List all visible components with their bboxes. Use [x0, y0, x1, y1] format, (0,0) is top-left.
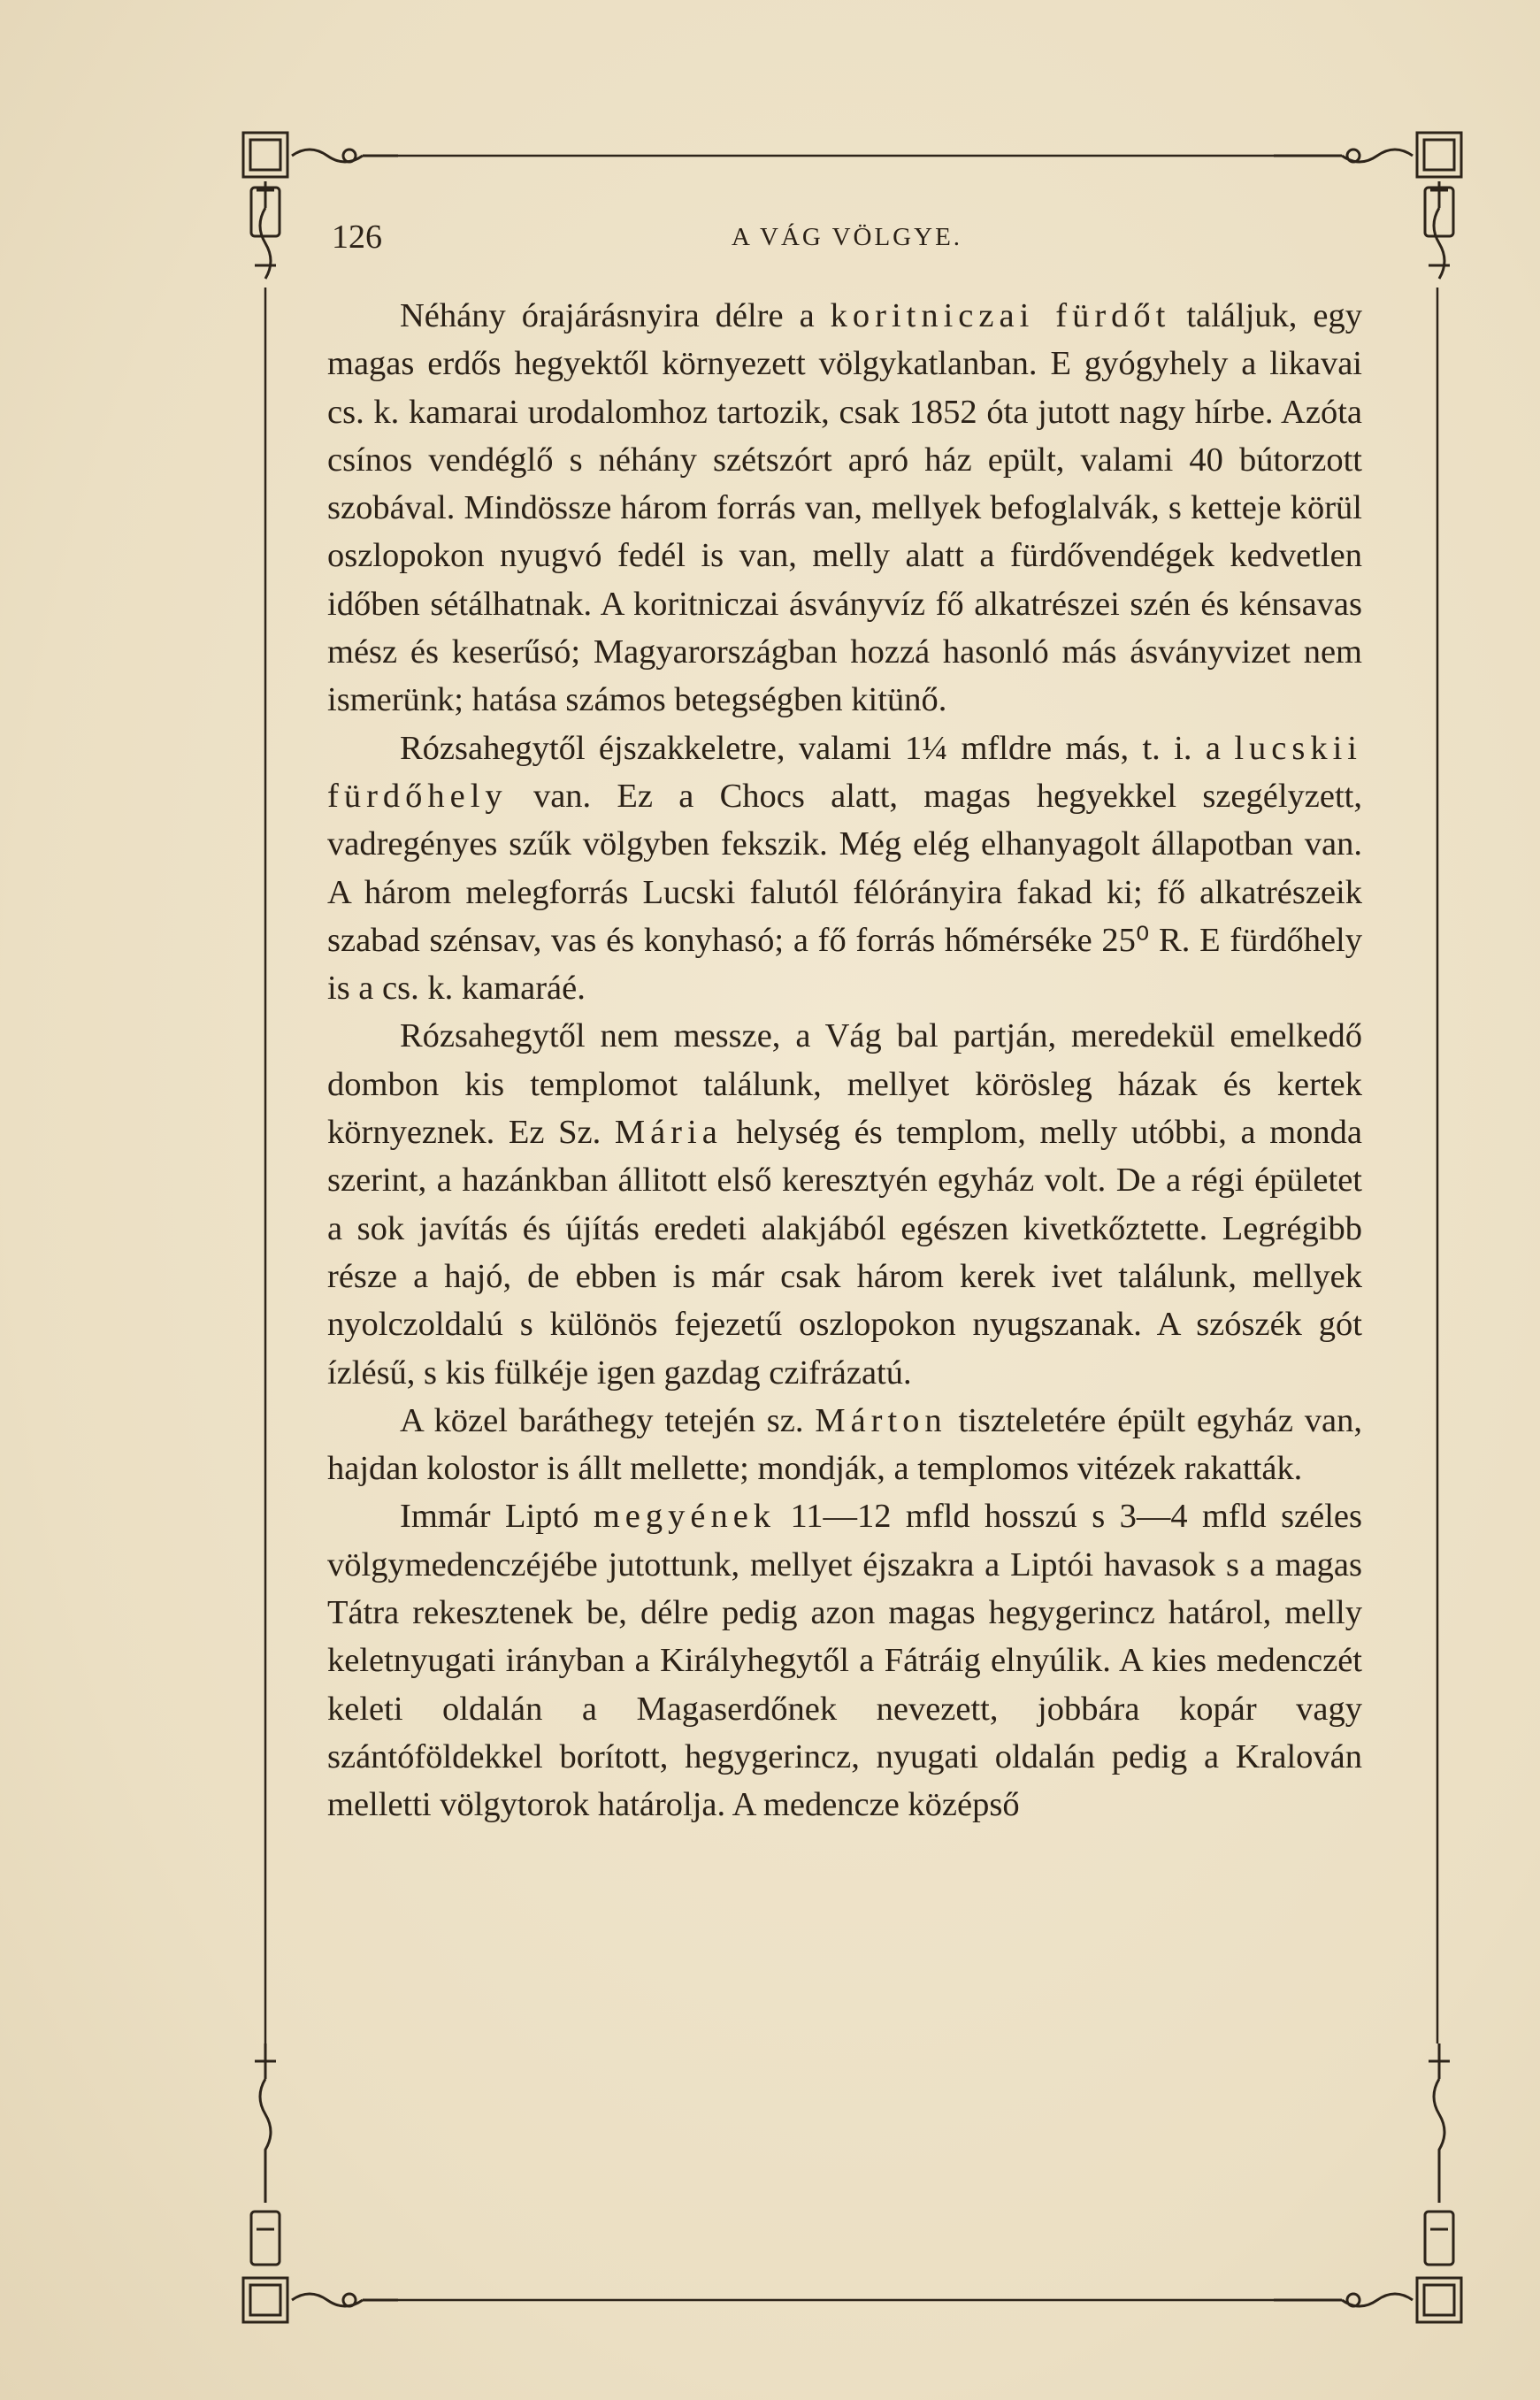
- running-title: A VÁG VÖLGYE.: [731, 223, 963, 251]
- paragraph: Rózsahegytől nem messze, a Vág bal partján, meredekül emelkedő dombon kis templomot találunk, mellyet körösleg házak és kertek környeznek. Ez Sz. Mária helység és templom, melly utóbbi, a monda szerint, a hazánkban állitott első keresztyén egyház volt. De a régi épületet a sok javítás és újítás eredeti alakjából egészen kivetkőztette. Legrégibb része a hajó, de ebben is már csak három kerek ivet találunk, mellyek nyolczoldalú s különös fejezetű oszlopokon nyugszanak. A szószék gót ízlésű, s kis fülkéje igen gazdag czifrázatú.: [327, 1017, 1362, 1392]
- corner-ornament-bottom-right: [1274, 2043, 1461, 2322]
- paragraph: Immár Liptó megyének 11—12 mfld hosszú s 3—4 mfld széles völgymedenczéjébe jutottunk, mellyet éjszakra a Liptói havasok s a magas Tátra rekesztenek be, délre pedig azon magas hegygerincz határol, melly keletnyugati irányban a Királyhegytől a Fátráig elnyúlik. A kies medenczét keleti oldalán a Magaserdőnek nevezett, jobbára kopár vagy szántóföldekkel borított, hegygerincz, nyugati oldalán pedig a Kralován melletti völgytorok határolja. A medencze középső: [327, 1498, 1362, 1824]
- paragraph: A közel baráthegy tetején sz. Márton tiszteletére épült egyház van, hajdan kolostor is állt mellette; mondják, a templomos vitézek rakatták.: [327, 1401, 1362, 1488]
- body-text: [327, 292, 1362, 1829]
- paragraph: Rózsahegytől éjszakkeletre, valami 1¼ mfldre más, t. i. a lucskii fürdőhely van. Ez a Chocs alatt, magas hegyekkel szegélyzett, vadregényes szűk völgyben fekszik. Még elég elhanyagolt állapotban van. A három melegforrás Lucski falutól félórányira fakad ki; fő alkatrészeik szabad szénsav, vas és konyhasó; a fő forrás hőmérséke 25⁰ R. E fürdőhely is a cs. k. kamaráé.: [327, 729, 1362, 1008]
- corner-ornament-bottom-left: [243, 2043, 398, 2322]
- page-number: 126: [332, 219, 382, 256]
- page-header: [332, 211, 1362, 272]
- paragraph: Néhány órajárásnyira délre a koritniczai fürdőt találjuk, egy magas erdős hegyektől környezett völgykatlanban. E gyógyhely a likavai cs. k. kamarai urodalomhoz tartozik, csak 1852 óta jutott nagy hírbe. Azóta csínos vendéglő s néhány szétszórt apró ház epült, valami 40 bútorzott szobával. Mindössze három forrás van, mellyek befoglalvák, s ketteje körül oszlopokon nyugvó fedél is van, melly alatt a fürdővendégek kedvetlen időben sétálhatnak. A koritniczai ásványvíz fő alkatrészei szén és kénsavas mész és keserűsó; Magyarországban hozzá hasonló más ásványvizet nem ismerünk; hatása számos betegségben kitünő.: [327, 297, 1362, 719]
